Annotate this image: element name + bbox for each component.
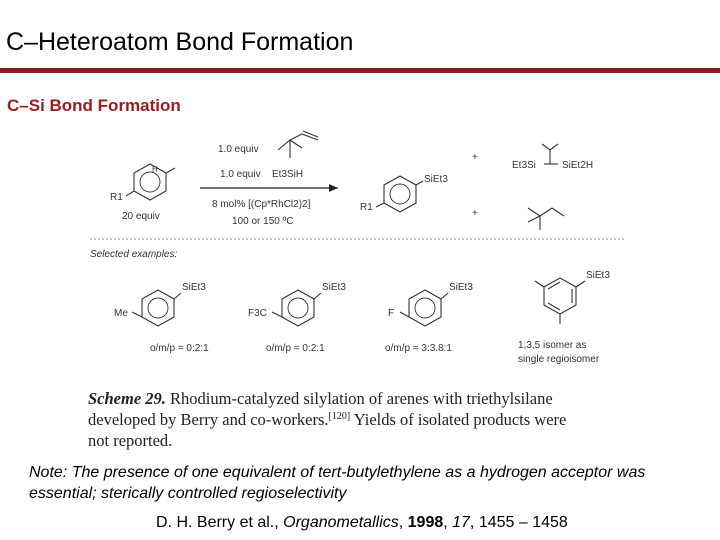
- note-text: Note: The presence of one equivalent of tert-butylethylene as a hydrogen acceptor was essential; sterically controlled regioselectivity: [29, 464, 646, 502]
- caption-line-1: [88, 389, 553, 408]
- substrate-equiv: 20 equiv: [122, 211, 160, 222]
- example-2-substituent: F3C: [248, 308, 267, 319]
- reagent-2-amount: 1.0 equiv: [220, 169, 261, 180]
- byproduct-alkane-structure: [528, 208, 564, 230]
- reagent-1-amount: 1.0 equiv: [218, 144, 259, 155]
- example-4-note-line2: single regioisomer: [518, 354, 600, 365]
- scheme-caption: [88, 389, 566, 450]
- byproduct-left-label: Et3Si: [512, 160, 536, 171]
- example-2-ring: [272, 290, 321, 326]
- citation-journal: Organometallics: [283, 514, 399, 531]
- example-2-group: SiEt3: [322, 282, 346, 293]
- selected-examples-label: Selected examples:: [90, 249, 178, 260]
- product-ring: [376, 176, 423, 212]
- title-divider: [0, 68, 720, 73]
- caption-text-2b: Yields of isolated products were: [350, 410, 567, 429]
- plus-sign-2: +: [472, 208, 478, 219]
- example-2-ratio: o/m/p = 0:2:1: [266, 343, 325, 354]
- caption-text-2a: developed by Berry and co-workers.: [88, 410, 329, 429]
- citation-volume: 17: [452, 514, 470, 531]
- substrate-h-label: H: [152, 165, 158, 174]
- example-3-substituent: F: [388, 308, 395, 319]
- caption-scheme-number: Scheme 29.: [88, 389, 166, 408]
- citation-authors: D. H. Berry et al.,: [156, 514, 284, 531]
- reaction-scheme-figure: [80, 126, 640, 456]
- example-1-group: SiEt3: [182, 282, 206, 293]
- byproduct-disilane-structure: [542, 144, 558, 164]
- example-3-group: SiEt3: [449, 282, 473, 293]
- reagent-2-formula: Et3SiH: [272, 169, 304, 180]
- example-4-group: SiEt3: [586, 270, 610, 281]
- example-1-substituent: Me: [114, 308, 128, 319]
- catalyst-label: 8 mol% [(Cp*RhCl2)2]: [212, 199, 311, 210]
- example-4-note-line1: 1,3,5 isomer as: [518, 340, 587, 351]
- caption-text-1: Rhodium-catalyzed silylation of arenes with triethylsilane: [165, 389, 553, 408]
- byproduct-right-label: SiEt2H: [562, 160, 594, 171]
- plus-sign-1: +: [472, 152, 478, 163]
- caption-line-3: not reported.: [88, 431, 173, 450]
- caption-reference: [120]: [328, 411, 351, 422]
- slide-title: C–Heteroatom Bond Formation: [6, 28, 354, 56]
- citation-separator: ,: [398, 514, 408, 531]
- section-subtitle: C–Si Bond Formation: [7, 96, 181, 115]
- example-3-ring: [400, 290, 448, 326]
- citation: [156, 514, 568, 532]
- substrate-ring: [126, 164, 175, 200]
- temperature-label: 100 or 150 ºC: [232, 216, 294, 227]
- caption-line-2: [88, 410, 566, 429]
- product-r-label: R1: [360, 202, 373, 213]
- citation-pages: , 1455 – 1458: [469, 514, 568, 531]
- example-1-ring: [132, 290, 181, 326]
- example-4-ring: [535, 278, 585, 324]
- substrate-r-label: R1: [110, 192, 123, 203]
- tert-butylethylene-structure: [278, 131, 318, 158]
- citation-year: 1998: [407, 514, 444, 531]
- citation-separator: ,: [443, 514, 453, 531]
- example-3-ratio: o/m/p = 3:3.8:1: [385, 343, 452, 354]
- product-sillyl-label: SiEt3: [424, 174, 448, 185]
- example-1-ratio: o/m/p = 0:2:1: [150, 343, 209, 354]
- reaction-scheme-svg: [80, 126, 640, 456]
